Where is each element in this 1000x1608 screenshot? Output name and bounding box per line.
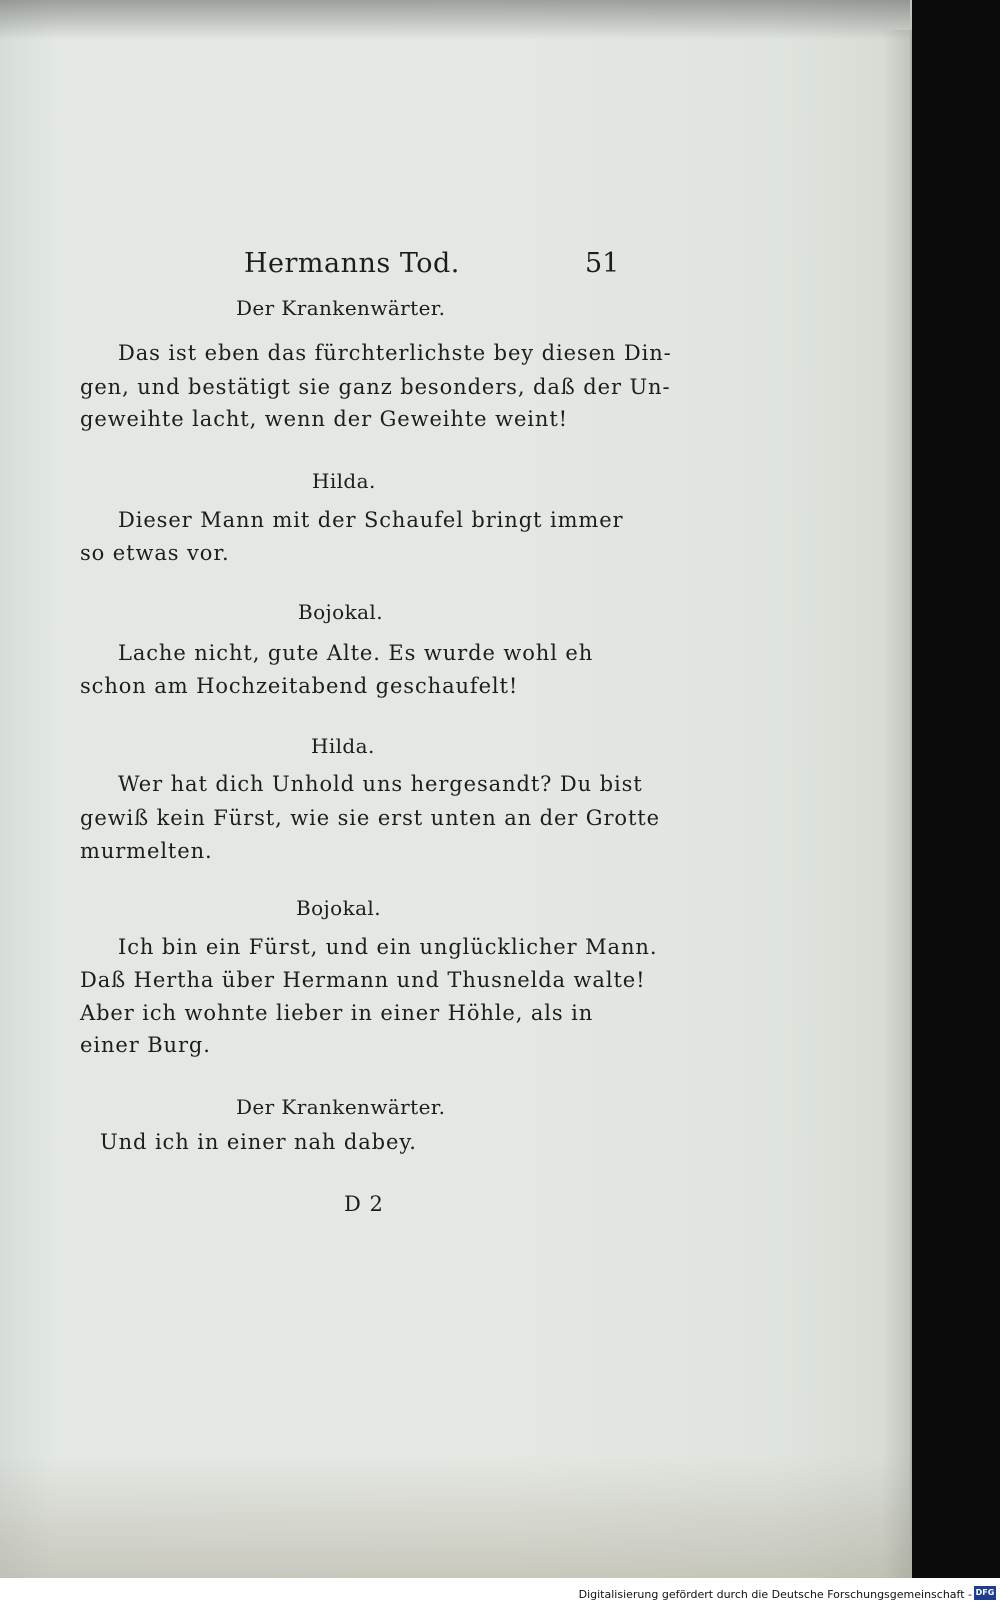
text-line: Daß Hertha über Hermann und Thusnelda walte! — [80, 968, 646, 992]
text-line: Ich bin ein Fürst, und ein unglücklicher Mann. — [118, 935, 658, 959]
text-line: einer Burg. — [80, 1033, 211, 1057]
text-line: Wer hat dich Unhold uns hergesandt? Du bist — [118, 772, 643, 796]
text-line: Und ich in einer nah dabey. — [100, 1130, 417, 1154]
text-line: Aber ich wohnte lieber in einer Höhle, als in — [80, 1001, 594, 1025]
footer-credit: Digitalisierung gefördert durch die Deutsche Forschungsgemeinschaft - — [578, 1588, 972, 1601]
text-line: schon am Hochzeitabend geschaufelt! — [80, 674, 519, 698]
speaker-label: Der Krankenwärter. — [236, 1095, 446, 1119]
page-right-edge — [882, 30, 912, 1578]
dfg-logo: DFG — [974, 1586, 996, 1600]
running-head: Hermanns Tod. — [244, 248, 460, 279]
page-top-shadow — [0, 0, 910, 40]
speaker-label: Hilda. — [312, 469, 376, 493]
text-line: so etwas vor. — [80, 541, 230, 565]
speaker-label: Der Krankenwärter. — [236, 296, 446, 320]
text-line: Dieser Mann mit der Schaufel bringt immer — [118, 508, 624, 532]
text-line: Lache nicht, gute Alte. Es wurde wohl eh — [118, 641, 594, 665]
text-line: geweihte lacht, wenn der Geweihte weint! — [80, 407, 568, 431]
speaker-label: Hilda. — [311, 734, 375, 758]
text-line: Das ist eben das fürchterlichste bey diesen Din- — [118, 341, 672, 365]
page-number: 51 — [585, 248, 620, 279]
text-line: gen, und bestätigt sie ganz besonders, daß der Un- — [80, 375, 671, 399]
speaker-label: Bojokal. — [296, 896, 381, 920]
speaker-label: Bojokal. — [298, 600, 383, 624]
page-bottom-shadow — [0, 1455, 910, 1578]
text-line: gewiß kein Fürst, wie sie erst unten an der Grotte — [80, 806, 660, 830]
signature-mark: D 2 — [344, 1192, 384, 1216]
text-line: murmelten. — [80, 839, 213, 863]
